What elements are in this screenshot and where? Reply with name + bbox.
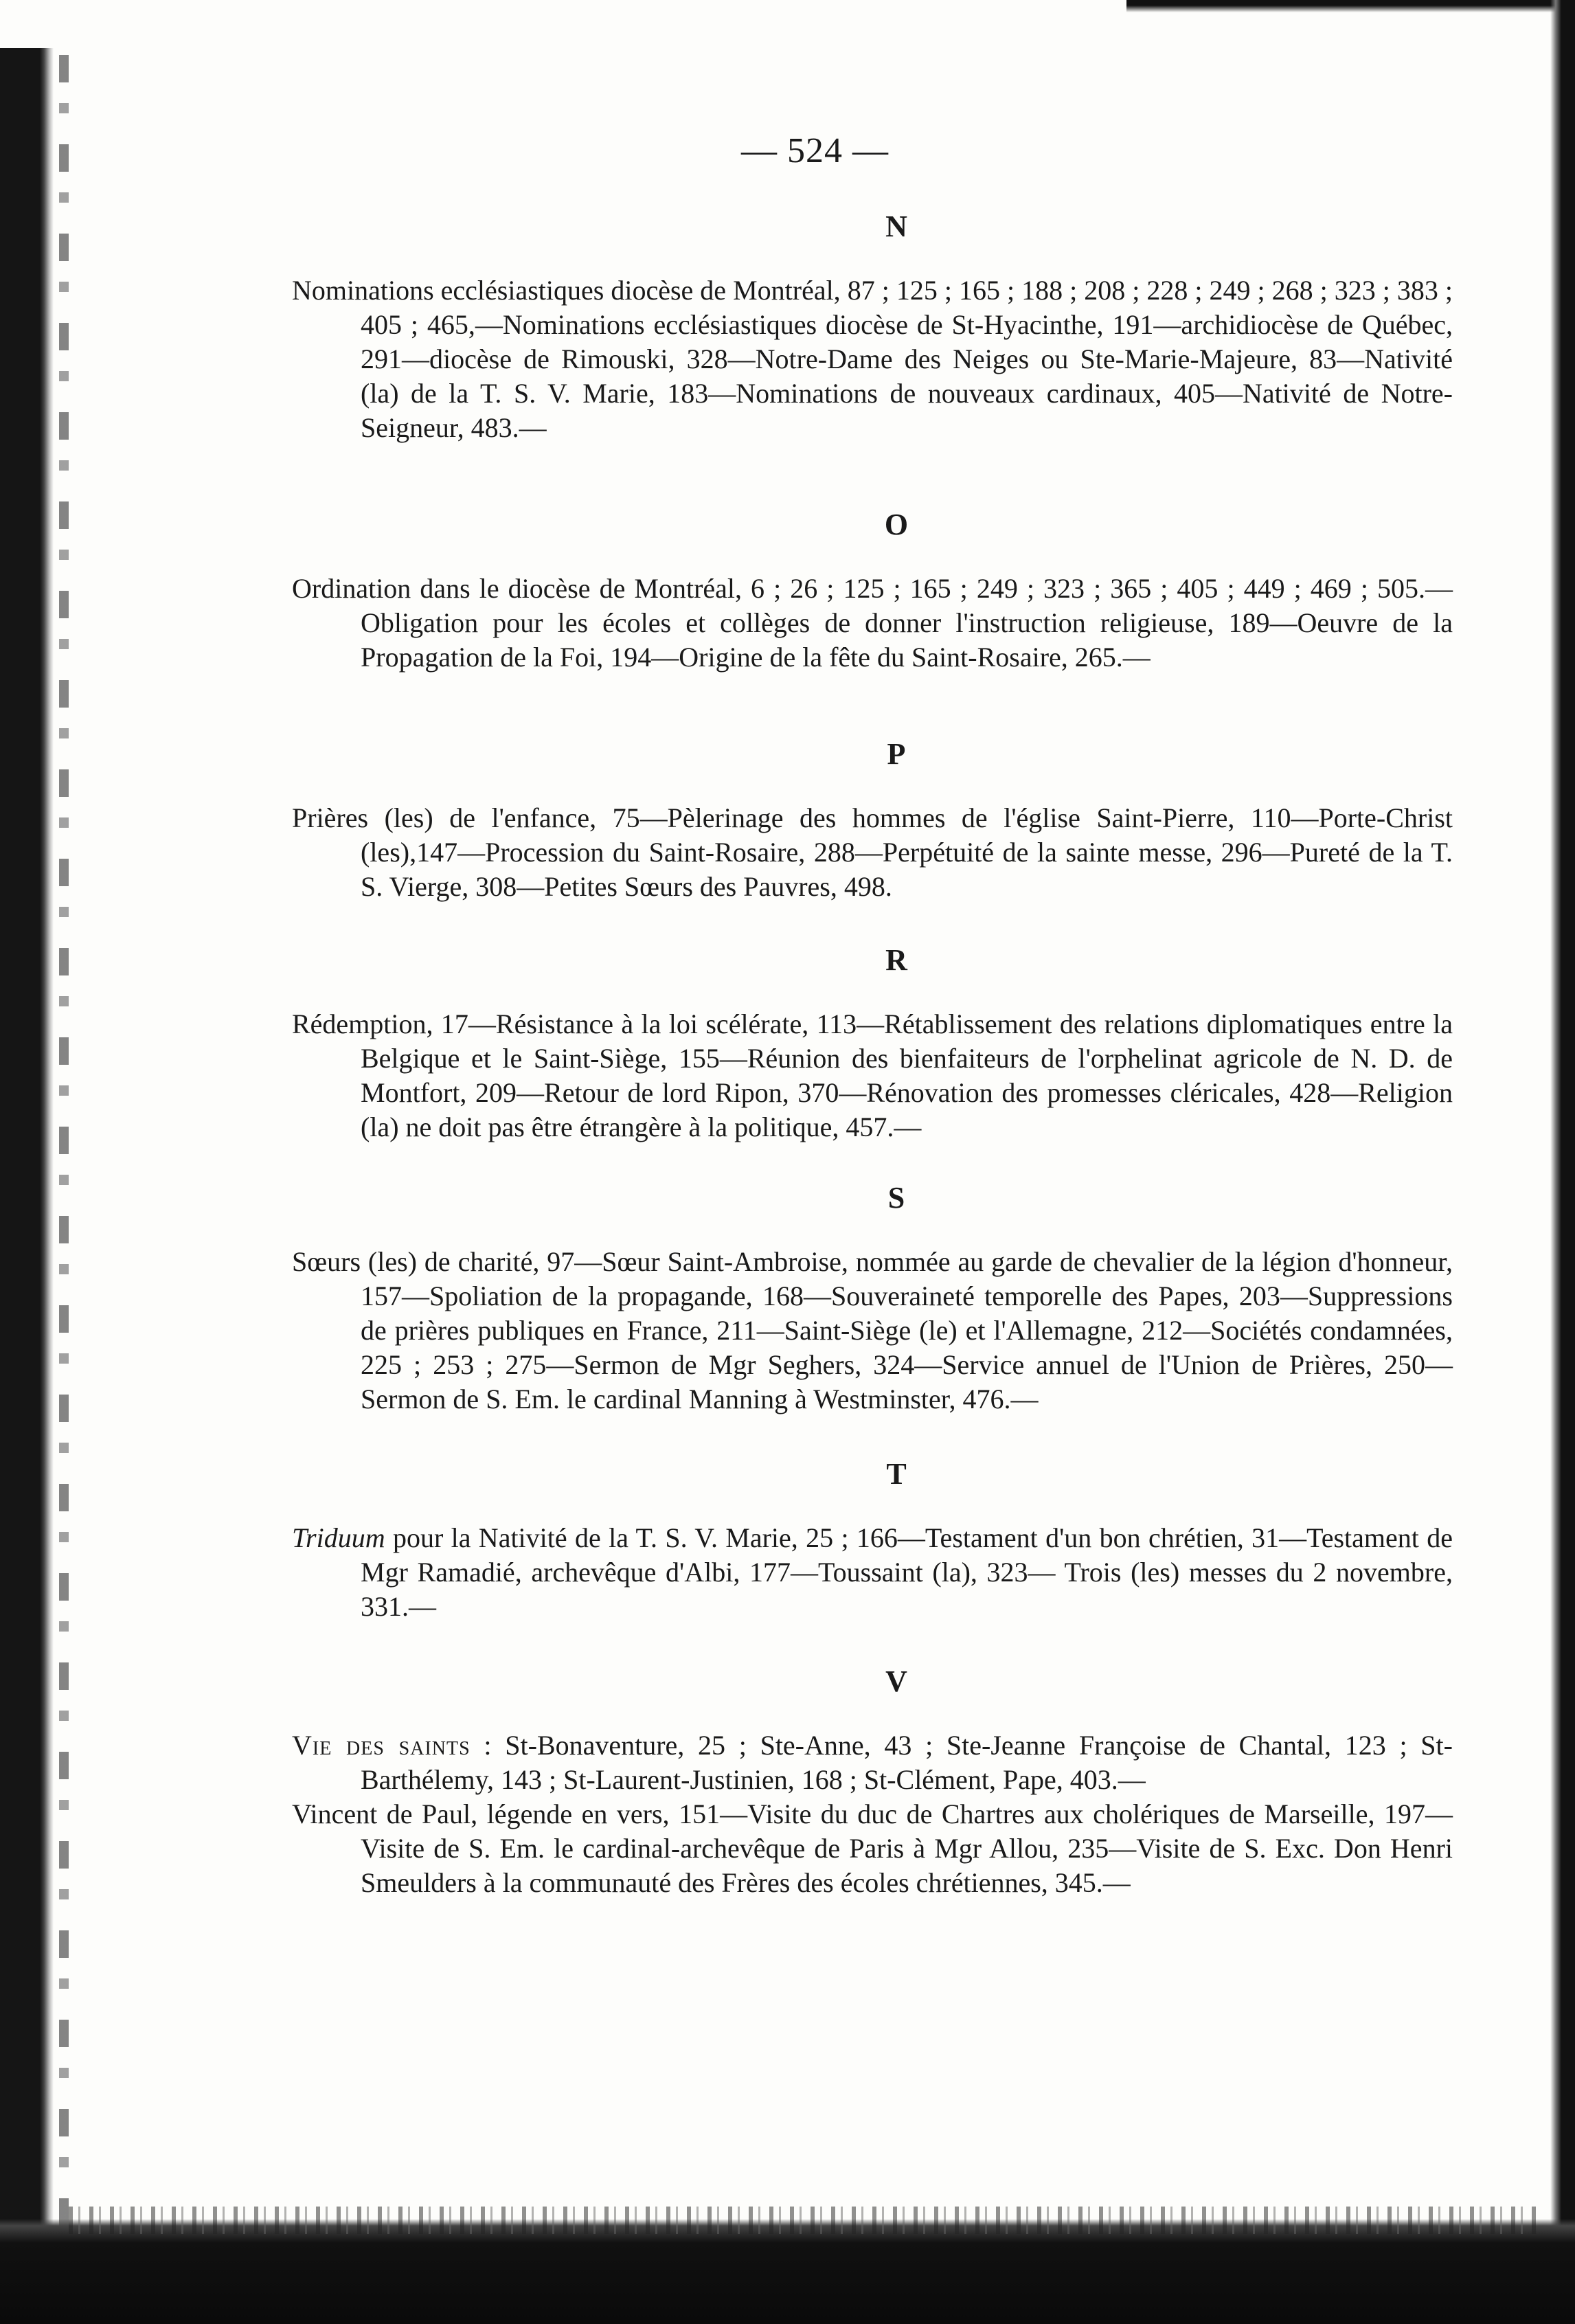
index-entry: Sœurs (les) de charité, 97—Sœur Saint-Ambroise, nommée au garde de chevalier de la légion d'honneur, 157—Spoliation de la propagande, 168—Souveraineté temporelle des Papes, 203—Suppressions de prières publiques en France, 211—Saint-Siège (le) et l'Allemagne, 212—Sociétés condamnées, 225 ; 253 ; 275—Sermon de Mgr Seghers, 324—Service annuel de l'Union de Prières, 250—Sermon de S. Em. le cardinal Manning à Westminster, 476.— <box>292 1246 1453 1414</box>
scan-edge-left <box>0 48 54 2246</box>
index-entry: Prières (les) de l'enfance, 75—Pèlerinage des hommes de l'église Saint-Pierre, 110—Porte-Christ (les),147—Procession du Saint-Rosaire, 288—Perpétuité de la sainte messe, 296—Pureté de la T. S. Vierge, 308—Petites Sœurs des Pauvres, 498. <box>292 802 1453 902</box>
section-t <box>292 1459 1453 1624</box>
section-letter: O <box>884 508 909 541</box>
scan-edge-bottom <box>0 2219 1575 2324</box>
section-letter: R <box>885 943 907 977</box>
entry-lead: Vie des saints <box>292 1730 471 1761</box>
section-letter: N <box>885 210 907 243</box>
section-v <box>292 1667 1453 1900</box>
section-letter: V <box>885 1665 907 1698</box>
index-entry <box>292 1728 1453 1797</box>
scan-edge-top <box>1126 0 1575 12</box>
section-s <box>292 1183 1453 1417</box>
scan-edge-left-marks <box>59 55 69 2226</box>
section-r <box>292 945 1453 1144</box>
index-entry: Rédemption, 17—Résistance à la loi scélérate, 113—Rétablissement des relations diplomatiques entre la Belgique et le Saint-Siège, 155—Réunion des bienfaiteurs de l'orphelinat agricole de N. D. de Montfort, 209—Retour de lord Ripon, 370—Rénovation des promesses cléricales, 428—Religion (la) ne doit pas être étrangère à la politique, 457.— <box>292 1008 1453 1142</box>
index-entry: Ordination dans le diocèse de Montréal, 6 ; 26 ; 125 ; 165 ; 249 ; 323 ; 365 ; 405 ; 449 ; 469 ; 505.—Obligation pour les écoles et collèges de donner l'instruction religieuse, 189—Oeuvre de la Propagation de la Foi, 194—Origine de la fête du Saint-Rosaire, 265.— <box>292 573 1453 673</box>
section-o <box>292 510 1453 675</box>
scan-edge-bottom-grain <box>69 2207 1539 2234</box>
index-content <box>292 206 1453 1900</box>
entry-text: Vincent de Paul, légende en vers, 151—Visite du duc de Chartres aux cholériques de Marseille, 197—Visite de S. Em. le cardinal-archevêque de Paris à Mgr Allou, 235—Visite de S. Exc. Don Henri Smeulders à la communauté des Frères des écoles chrétiennes, 345.— <box>292 1798 1453 1898</box>
entry-text: : St-Bonaventure, 25 ; Ste-Anne, 43 ; Ste-Jeanne Françoise de Chantal, 123 ; St-Barthélemy, 143 ; St-Laurent-Justinien, 168 ; St-Clément, Pape, 403.— <box>361 1730 1453 1795</box>
section-letter: T <box>886 1457 907 1491</box>
index-entry <box>292 1521 1453 1624</box>
entry-lead: Triduum <box>292 1522 385 1553</box>
section-letter: P <box>887 737 906 771</box>
section-n <box>292 212 1453 445</box>
page-number: — 524 — <box>741 131 889 170</box>
scan-edge-right <box>1550 0 1575 2324</box>
section-letter: S <box>887 1181 905 1215</box>
section-p <box>292 739 1453 904</box>
entry-text: pour la Nativité de la T. S. V. Marie, 25 ; 166—Testament d'un bon chrétien, 31—Testament de Mgr Ramadié, archevêque d'Albi, 177—Toussaint (la), 323— Trois (les) messes du 2 novembre, 331.— <box>361 1522 1453 1622</box>
index-entry: Nominations ecclésiastiques diocèse de Montréal, 87 ; 125 ; 165 ; 188 ; 208 ; 228 ; 249 ; 268 ; 323 ; 383 ; 405 ; 465,—Nominations ecclésiastiques diocèse de St-Hyacinthe, 191—archidiocèse de Québec, 291—diocèse de Rimouski, 328—Notre-Dame des Neiges ou Ste-Marie-Majeure, 83—Nativité (la) de la T. S. V. Marie, 183—Nominations de nouveaux cardinaux, 405—Nativité de Notre-Seigneur, 483.— <box>292 275 1453 443</box>
index-entry <box>292 1797 1453 1900</box>
